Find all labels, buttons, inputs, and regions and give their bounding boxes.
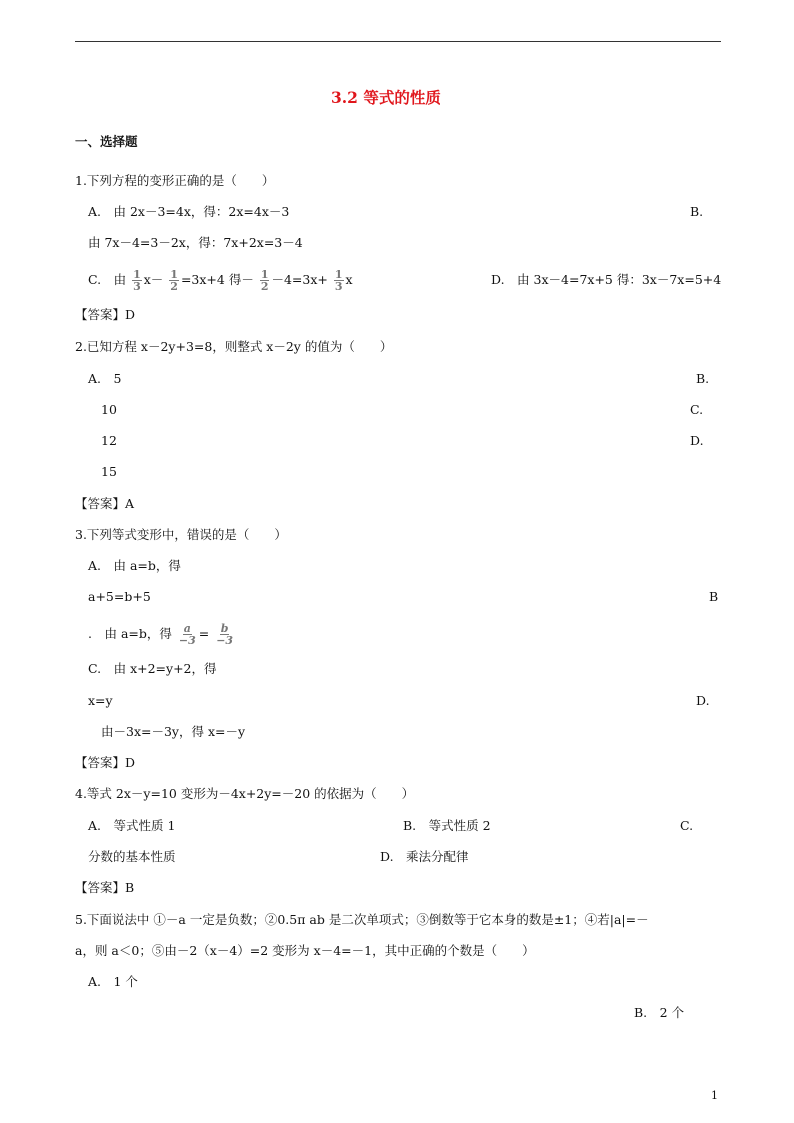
fraction-numerator: 1	[260, 268, 269, 281]
q1-c-text: x－	[143, 272, 164, 287]
q5-stem-line1: 5.下面说法中 ①－a 一定是负数；②0.5π ab 是二次单项式；③倒数等于它本身的数是±1；④若|a|=－	[75, 912, 649, 927]
q5-option-b: B. 2 个	[634, 1005, 685, 1020]
q1-option-b-text: 由 7x－4=3－2x，得：7x+2x=3－4	[88, 235, 303, 250]
fraction-denominator: 3	[133, 280, 141, 293]
q4-option-d: D. 乘法分配律	[380, 849, 469, 864]
header-rule	[75, 41, 721, 42]
q4-option-a: A. 等式性质 1	[88, 818, 176, 833]
q3-answer: 【答案】D	[75, 755, 136, 770]
q4-answer: 【答案】B	[75, 880, 135, 895]
fraction-numerator: b	[220, 622, 229, 635]
q4-option-c-label: C.	[680, 818, 694, 833]
q3-option-d-text: 由－3x=－3y，得 x=－y	[101, 724, 246, 739]
q1-c-text: =3x+4 得－	[180, 272, 254, 287]
q1-c-prefix: C. 由	[88, 272, 127, 287]
q2-option-d-value: 15	[101, 464, 117, 479]
q2-option-c-label: C.	[690, 402, 704, 417]
fraction-numerator: a	[183, 622, 191, 635]
section-heading: 一、选择题	[75, 134, 138, 149]
q2-option-c-value: 12	[101, 433, 117, 448]
fraction-denominator: 2	[260, 280, 269, 293]
fraction	[215, 623, 234, 646]
q4-stem: 4.等式 2x－y=10 变形为－4x+2y=－20 的依据为（ ）	[75, 786, 415, 801]
fraction	[132, 269, 142, 292]
q3-option-b-label: B	[709, 589, 719, 604]
fraction-numerator: 1	[170, 268, 178, 281]
page-title: 3.2 等式的性质	[331, 88, 441, 107]
q1-option-b-label: B.	[690, 204, 704, 219]
q2-option-b-label: B.	[696, 371, 710, 386]
q4-option-c-text: 分数的基本性质	[88, 849, 176, 864]
q4-option-b: B. 等式性质 2	[403, 818, 491, 833]
fraction	[169, 269, 179, 292]
q3-option-a-value: a+5=b+5	[88, 589, 151, 604]
fraction	[178, 623, 197, 646]
q3-option-c-value: x=y	[88, 693, 113, 708]
fraction-denominator: −3	[216, 634, 234, 647]
q1-option-d: D. 由 3x－4=7x+5 得：3x－7x=5+4	[491, 272, 722, 287]
q1-c-text: x	[345, 272, 353, 287]
q3-b-text: . 由 a=b，得	[88, 626, 172, 641]
q3-option-b	[88, 620, 236, 648]
q2-answer: 【答案】A	[75, 496, 135, 511]
page-number: 1	[711, 1089, 718, 1102]
q1-stem: 1.下列方程的变形正确的是（ ）	[75, 173, 275, 188]
q1-c-text: －4=3x+	[271, 272, 328, 287]
fraction-denominator: −3	[178, 634, 196, 647]
fraction-denominator: 2	[170, 280, 178, 293]
q1-option-a: A. 由 2x－3=4x，得：2x=4x－3	[88, 204, 290, 219]
q3-option-c: C. 由 x+2=y+2，得	[88, 661, 217, 676]
q1-answer: 【答案】D	[75, 307, 136, 322]
fraction-numerator: 1	[133, 268, 141, 281]
q3-option-a: A. 由 a=b，得	[88, 558, 181, 573]
q3-stem: 3.下列等式变形中，错误的是（ ）	[75, 527, 287, 542]
q3-option-d-label: D.	[696, 693, 710, 708]
q1-option-c	[88, 268, 353, 292]
fraction-numerator: 1	[334, 268, 343, 281]
fraction-denominator: 3	[334, 280, 343, 293]
q2-stem: 2.已知方程 x－2y+3=8，则整式 x－2y 的值为（ ）	[75, 339, 393, 354]
fraction	[260, 269, 270, 292]
q2-option-b-value: 10	[101, 402, 117, 417]
q3-b-equals: =	[198, 626, 210, 641]
q2-option-d-label: D.	[690, 433, 704, 448]
fraction	[334, 269, 344, 292]
q5-option-a: A. 1 个	[88, 974, 138, 989]
q5-stem-line2: a，则 a＜0；⑤由－2（x－4）=2 变形为 x－4=－1，其中正确的个数是（ ）	[75, 943, 535, 958]
q2-option-a: A. 5	[88, 371, 122, 386]
